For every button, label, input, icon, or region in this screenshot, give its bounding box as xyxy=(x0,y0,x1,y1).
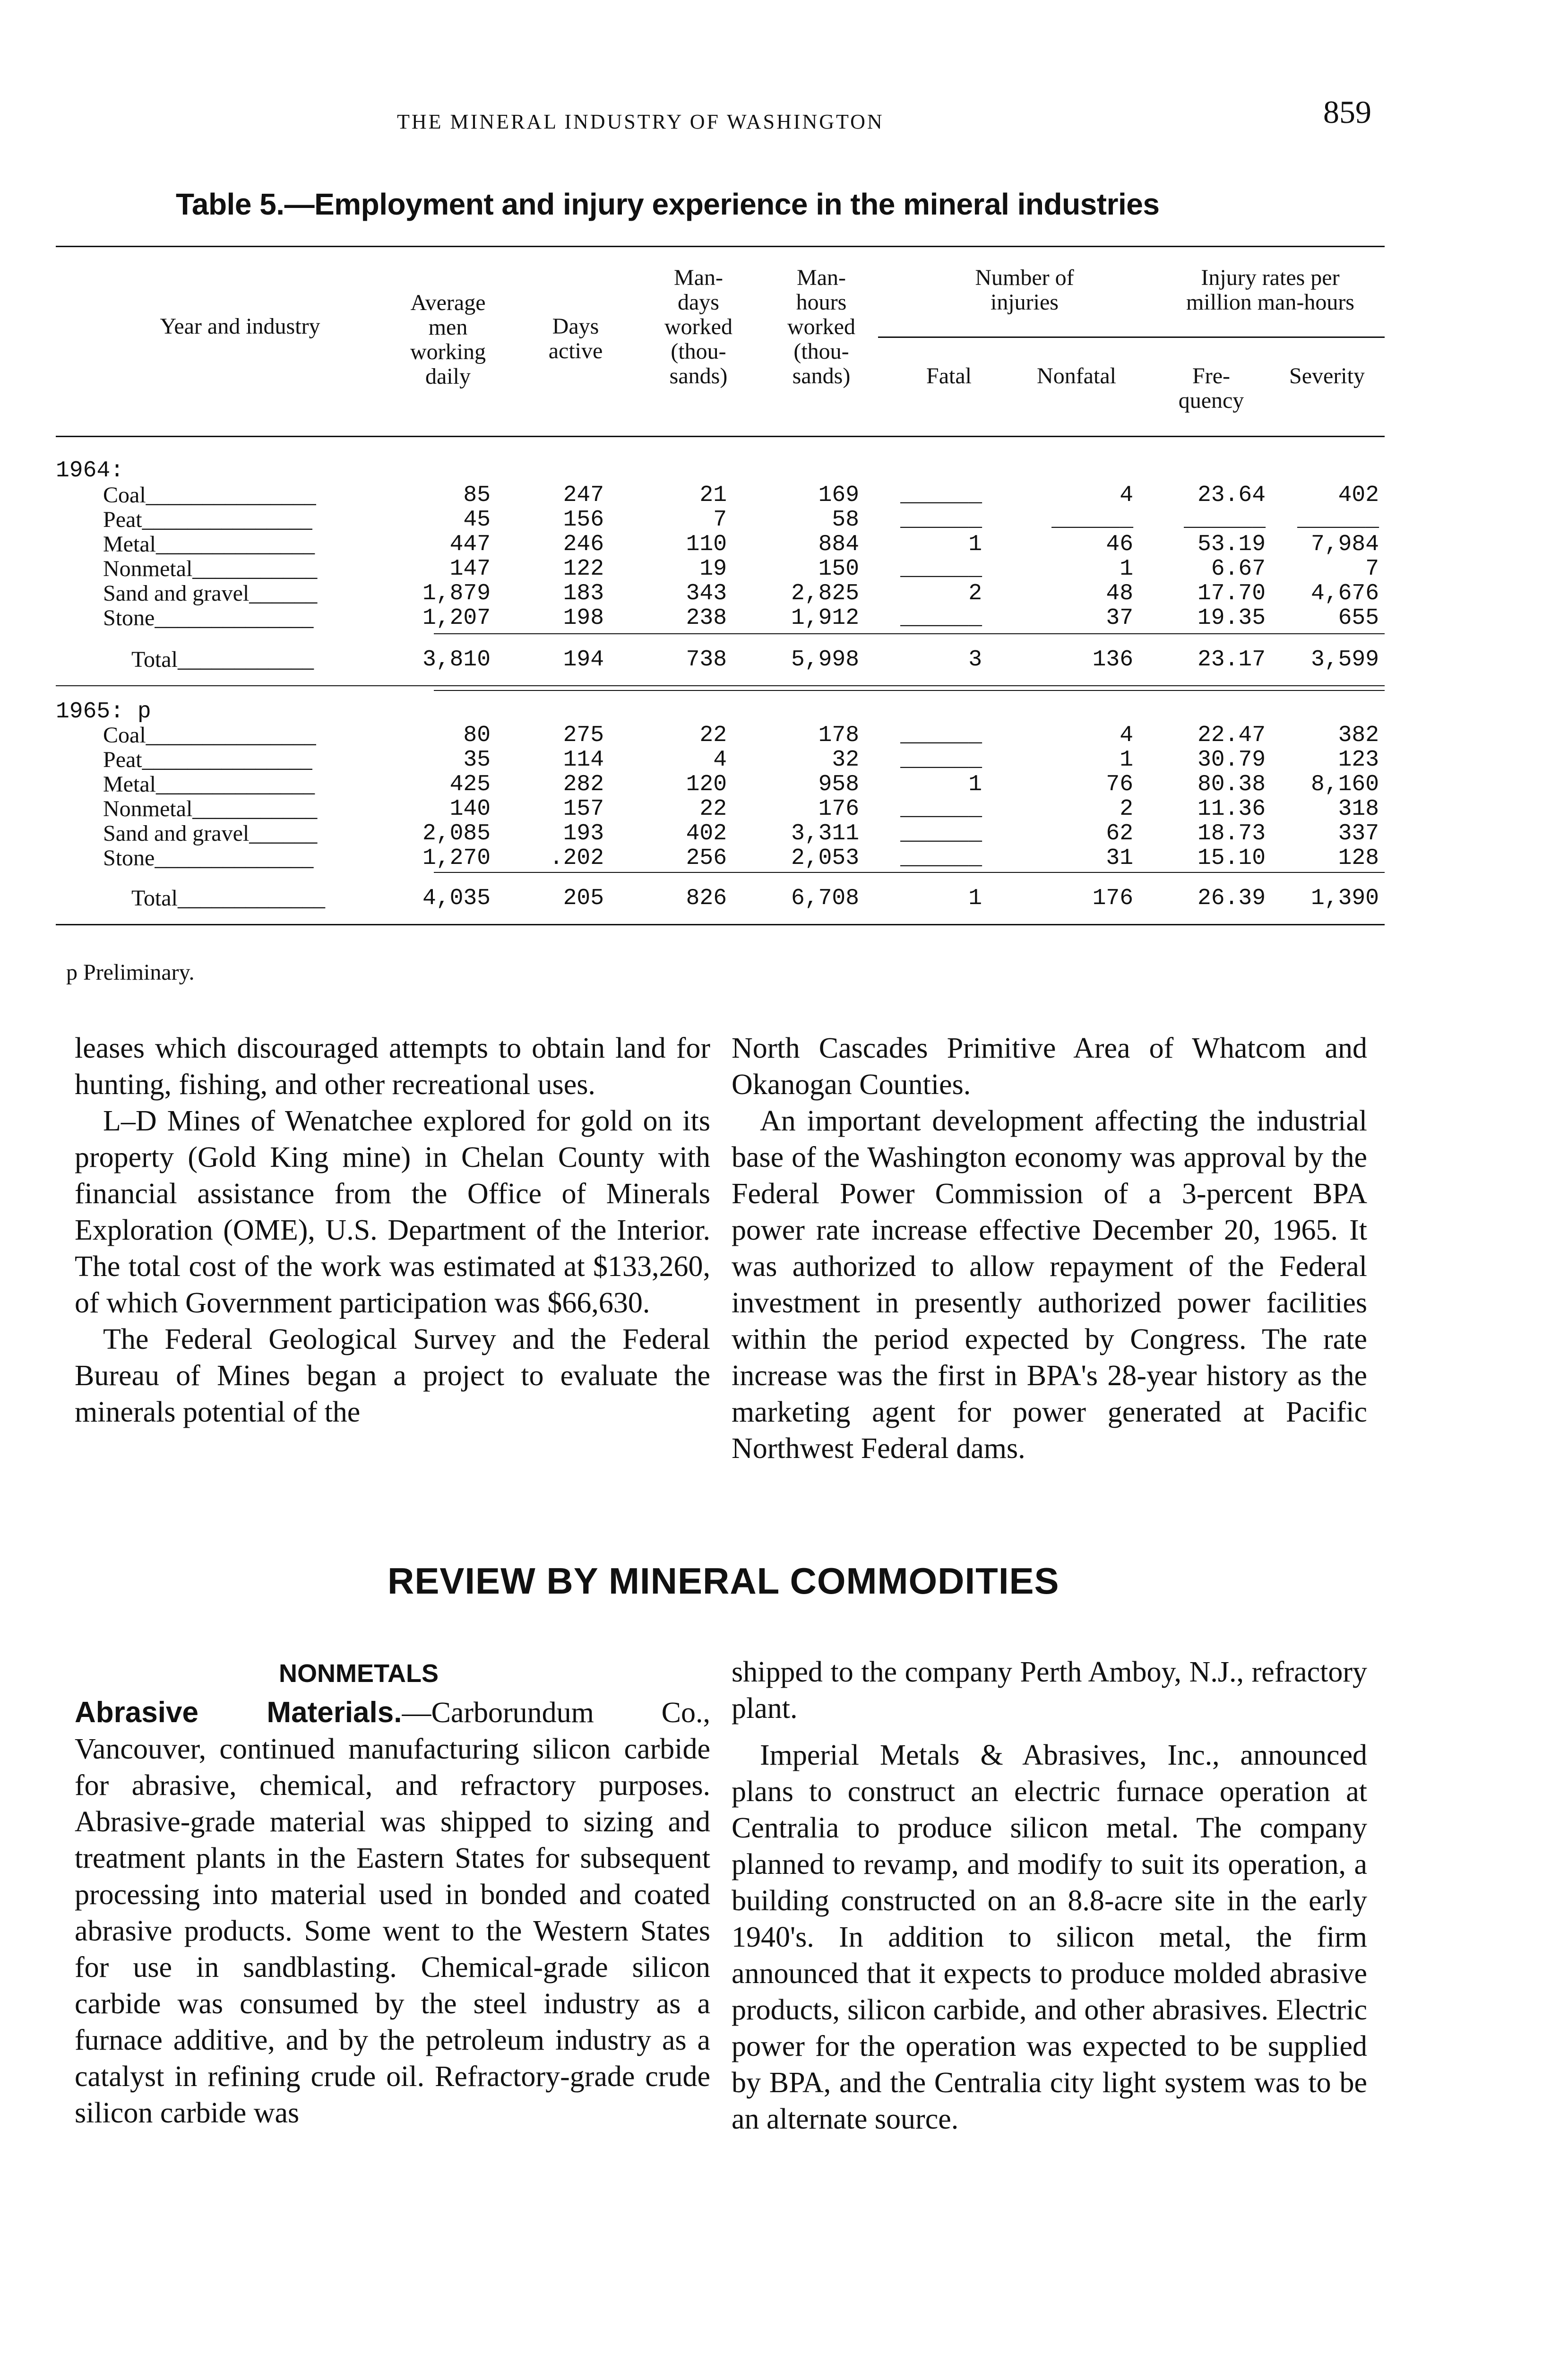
table-row xyxy=(56,606,1385,630)
cell-days: 275 xyxy=(563,723,604,748)
table-total-row xyxy=(56,647,1385,672)
paragraph: shipped to the company Perth Amboy, N.J., refractory plant. xyxy=(732,1656,1367,1725)
cell-fatal: ______ xyxy=(900,556,982,582)
cell-freq: 80.38 xyxy=(1197,772,1266,797)
row-label: Sand and gravel______ xyxy=(103,821,318,846)
cell-freq: ______ xyxy=(1184,507,1266,533)
cell-fatal: ______ xyxy=(900,821,982,846)
cell-manhours: 2,053 xyxy=(791,845,859,871)
cell-nonfatal: 1 xyxy=(1120,747,1133,773)
table-top-rule xyxy=(56,246,1385,247)
cell-days: 122 xyxy=(563,556,604,582)
cell-days: 193 xyxy=(563,821,604,846)
cell-manhours: 6,708 xyxy=(791,886,859,911)
paragraph: The Federal Geological Survey and the Federal Bureau of Mines began a project to evaluate the minerals potential of the xyxy=(75,1323,710,1428)
row-label: Peat_______________ xyxy=(103,507,312,532)
cell-nonfatal: 4 xyxy=(1120,723,1133,748)
cell-fatal: ______ xyxy=(900,723,982,748)
cell-manhours: 58 xyxy=(832,507,859,533)
subsection-title: NONMETALS xyxy=(279,1659,439,1688)
cell-mandays: 22 xyxy=(699,723,727,748)
cell-nonfatal: 37 xyxy=(1106,605,1133,631)
cell-mandays: 238 xyxy=(686,605,727,631)
cell-mandays: 402 xyxy=(686,821,727,846)
cell-men: 35 xyxy=(463,747,491,773)
paragraph: Imperial Metals & Abrasives, Inc., announced plans to construct an electric furnace operation at Centralia to produce silicon metal. The company planned to revamp, and modify to suit its operation, a building constructed on an 8.8-acre site in the early 1940's. In addition to silicon metal, the firm announced that it expects to produce molded abrasive products, silicon carbide, and other abrasives. Electric power for the operation was expected to be supplied by BPA, and the Centralia city light system was to be an alternate source. xyxy=(732,1739,1367,2135)
cell-freq: 6.67 xyxy=(1211,556,1266,582)
cell-manhours: 178 xyxy=(818,723,859,748)
runin-heading: Abrasive Materials. xyxy=(75,1696,402,1729)
header-bottom-rule xyxy=(56,436,1385,437)
header-severity: Severity xyxy=(1289,363,1365,388)
table-row xyxy=(56,508,1385,532)
cell-manhours: 884 xyxy=(818,532,859,557)
table-row xyxy=(56,532,1385,557)
cell-nonfatal: 31 xyxy=(1106,845,1133,871)
cell-freq: 53.19 xyxy=(1197,532,1266,557)
cell-manhours: 32 xyxy=(832,747,859,773)
cell-days: 247 xyxy=(563,483,604,508)
cell-sev: 7 xyxy=(1365,556,1379,582)
row-label: Metal______________ xyxy=(103,772,315,797)
cell-nonfatal: ______ xyxy=(1051,507,1133,533)
cell-sev: 402 xyxy=(1338,483,1379,508)
body-left-column xyxy=(75,1030,710,1431)
cell-fatal: 2 xyxy=(968,581,982,606)
cell-mandays: 110 xyxy=(686,532,727,557)
total-rule-1965 xyxy=(434,872,1385,873)
cell-days: .202 xyxy=(549,845,604,871)
cell-manhours: 3,311 xyxy=(791,821,859,846)
cell-days: 114 xyxy=(563,747,604,773)
row-label: Nonmetal___________ xyxy=(103,796,318,821)
table-row xyxy=(56,821,1385,846)
table-row xyxy=(56,557,1385,581)
cell-men: 425 xyxy=(449,772,491,797)
header-subrule xyxy=(878,336,1385,338)
cell-manhours: 5,998 xyxy=(791,647,859,673)
cell-fatal: ______ xyxy=(900,605,982,631)
cell-freq: 22.47 xyxy=(1197,723,1266,748)
cell-days: 194 xyxy=(563,647,604,673)
cell-freq: 19.35 xyxy=(1197,605,1266,631)
table-row xyxy=(56,581,1385,606)
row-label: Coal_______________ xyxy=(103,483,316,508)
cell-sev: 8,160 xyxy=(1310,772,1379,797)
table-total-row xyxy=(56,886,1385,911)
cell-fatal: 1 xyxy=(968,532,982,557)
paragraph: leases which discouraged attempts to obtain land for hunting, fishing, and other recreational uses. xyxy=(75,1032,710,1101)
cell-fatal: 3 xyxy=(968,647,982,673)
cell-days: 282 xyxy=(563,772,604,797)
cell-manhours: 1,912 xyxy=(791,605,859,631)
cell-days: 246 xyxy=(563,532,604,557)
cell-nonfatal: 76 xyxy=(1106,772,1133,797)
cell-fatal: ______ xyxy=(900,747,982,773)
cell-freq: 18.73 xyxy=(1197,821,1266,846)
row-label: Total_____________ xyxy=(131,886,325,911)
cell-freq: 23.64 xyxy=(1197,483,1266,508)
cell-men: 140 xyxy=(449,796,491,822)
section-right-column xyxy=(732,1654,1367,2138)
cell-nonfatal: 1 xyxy=(1120,556,1133,582)
body-right-column xyxy=(732,1030,1367,1467)
cell-days: 205 xyxy=(563,886,604,911)
group-label-1965: 1965: p xyxy=(56,699,151,724)
cell-sev: 337 xyxy=(1338,821,1379,846)
cell-sev: 1,390 xyxy=(1310,886,1379,911)
table-row xyxy=(56,748,1385,772)
cell-fatal: 1 xyxy=(968,772,982,797)
paragraph: L–D Mines of Wenatchee explored for gold on its property (Gold King mine) in Chelan County with financial assistance from the Office of Minerals Exploration (OME), U.S. Department of the Interior. The total cost of the work was estimated at $133,260, of which Government participation was $66,630. xyxy=(75,1105,710,1319)
cell-men: 3,810 xyxy=(422,647,491,673)
cell-manhours: 958 xyxy=(818,772,859,797)
cell-mandays: 826 xyxy=(686,886,727,911)
row-label: Stone______________ xyxy=(103,845,314,871)
row-label: Metal______________ xyxy=(103,532,315,557)
cell-days: 156 xyxy=(563,507,604,533)
cell-sev: ______ xyxy=(1297,507,1379,533)
header-avg-men: Average men working daily xyxy=(410,290,486,389)
cell-sev: 3,599 xyxy=(1310,647,1379,673)
header-number-injuries: Number of injuries xyxy=(975,265,1074,315)
cell-freq: 30.79 xyxy=(1197,747,1266,773)
cell-mandays: 343 xyxy=(686,581,727,606)
table-row xyxy=(56,797,1385,821)
cell-mandays: 120 xyxy=(686,772,727,797)
row-label: Total____________ xyxy=(131,647,314,672)
cell-fatal: ______ xyxy=(900,796,982,822)
cell-mandays: 19 xyxy=(699,556,727,582)
section-left-column xyxy=(75,1694,710,2131)
cell-manhours: 169 xyxy=(818,483,859,508)
cell-mandays: 738 xyxy=(686,647,727,673)
cell-men: 85 xyxy=(463,483,491,508)
total-rule-1964 xyxy=(434,633,1385,634)
cell-mandays: 22 xyxy=(699,796,727,822)
cell-nonfatal: 48 xyxy=(1106,581,1133,606)
table-row xyxy=(56,723,1385,748)
header-year-industry: Year and industry xyxy=(160,314,320,339)
cell-men: 147 xyxy=(449,556,491,582)
cell-freq: 17.70 xyxy=(1197,581,1266,606)
cell-men: 2,085 xyxy=(422,821,491,846)
header-man-hours: Man- hours worked (thou- sands) xyxy=(787,265,855,388)
table-title: Table 5.—Employment and injury experience in the mineral industries xyxy=(176,187,1160,221)
row-label: Nonmetal___________ xyxy=(103,556,318,581)
header-injury-rates: Injury rates per million man-hours xyxy=(1186,265,1354,315)
cell-men: 80 xyxy=(463,723,491,748)
header-nonfatal: Nonfatal xyxy=(1037,363,1116,388)
cell-manhours: 2,825 xyxy=(791,581,859,606)
cell-freq: 15.10 xyxy=(1197,845,1266,871)
cell-freq: 11.36 xyxy=(1197,796,1266,822)
cell-sev: 382 xyxy=(1338,723,1379,748)
cell-freq: 26.39 xyxy=(1197,886,1266,911)
cell-men: 45 xyxy=(463,507,491,533)
cell-nonfatal: 4 xyxy=(1120,483,1133,508)
cell-freq: 23.17 xyxy=(1197,647,1266,673)
row-label: Sand and gravel______ xyxy=(103,581,318,606)
group-label-1964: 1964: xyxy=(56,458,124,483)
cell-sev: 655 xyxy=(1338,605,1379,631)
cell-men: 447 xyxy=(449,532,491,557)
page-number: 859 xyxy=(1323,94,1371,130)
row-label: Stone______________ xyxy=(103,605,314,630)
cell-men: 4,035 xyxy=(422,886,491,911)
running-title: THE MINERAL INDUSTRY OF WASHINGTON xyxy=(397,110,884,133)
table-row xyxy=(56,483,1385,508)
cell-mandays: 256 xyxy=(686,845,727,871)
cell-fatal: 1 xyxy=(968,886,982,911)
cell-sev: 128 xyxy=(1338,845,1379,871)
cell-sev: 4,676 xyxy=(1310,581,1379,606)
cell-mandays: 7 xyxy=(713,507,727,533)
cell-nonfatal: 46 xyxy=(1106,532,1133,557)
cell-manhours: 150 xyxy=(818,556,859,582)
cell-nonfatal: 62 xyxy=(1106,821,1133,846)
cell-manhours: 176 xyxy=(818,796,859,822)
cell-men: 1,270 xyxy=(422,845,491,871)
cell-nonfatal: 176 xyxy=(1092,886,1133,911)
cell-fatal: ______ xyxy=(900,845,982,871)
header-fatal: Fatal xyxy=(926,363,972,388)
cell-days: 198 xyxy=(563,605,604,631)
cell-mandays: 4 xyxy=(713,747,727,773)
cell-days: 183 xyxy=(563,581,604,606)
row-label: Coal_______________ xyxy=(103,723,316,748)
cell-sev: 7,984 xyxy=(1310,532,1379,557)
section-title: REVIEW BY MINERAL COMMODITIES xyxy=(388,1560,1060,1602)
cell-sev: 318 xyxy=(1338,796,1379,822)
table-footnote: p Preliminary. xyxy=(66,960,195,985)
group-rule-a xyxy=(56,685,1385,686)
paragraph: An important development affecting the industrial base of the Washington economy was approval by the Federal Power Commission of a 3-percent BPA power rate increase effective December 20, 1965. It was authorized to allow repayment of the Federal investment in presently authorized power facilities within the period expected by Congress. The rate increase was the first in BPA's 28-year history as the marketing agent for power generated at Pacific Northwest Federal dams. xyxy=(732,1105,1367,1465)
paragraph: North Cascades Primitive Area of Whatcom and Okanogan Counties. xyxy=(732,1032,1367,1101)
table-row xyxy=(56,846,1385,871)
group-rule-b xyxy=(434,690,1385,691)
cell-nonfatal: 136 xyxy=(1092,647,1133,673)
header-days-active: Days active xyxy=(548,314,603,363)
cell-sev: 123 xyxy=(1338,747,1379,773)
row-label: Peat_______________ xyxy=(103,747,312,772)
cell-fatal: ______ xyxy=(900,507,982,533)
cell-nonfatal: 2 xyxy=(1120,796,1133,822)
paragraph: Abrasive Materials.—Carborundum Co., Vancouver, continued manufacturing silicon carbide for abrasive, chemical, and refractory purposes. Abrasive-grade material was shipped to sizing and treatment plants in the Eastern States for subsequent processing into material used in bonded and coated abrasive products. Some went to the Western States for use in sandblasting. Chemical-grade silicon carbide was consumed by the steel industry as a furnace additive, and by the petroleum industry as a catalyst in refining crude oil. Refractory-grade crude silicon carbide was xyxy=(75,1696,710,2129)
cell-men: 1,207 xyxy=(422,605,491,631)
cell-days: 157 xyxy=(563,796,604,822)
cell-men: 1,879 xyxy=(422,581,491,606)
cell-fatal: ______ xyxy=(900,483,982,508)
table-bottom-rule xyxy=(56,924,1385,925)
header-frequency: Fre- quency xyxy=(1178,363,1244,413)
cell-mandays: 21 xyxy=(699,483,727,508)
header-man-days: Man- days worked (thou- sands) xyxy=(664,265,732,388)
table-row xyxy=(56,772,1385,797)
